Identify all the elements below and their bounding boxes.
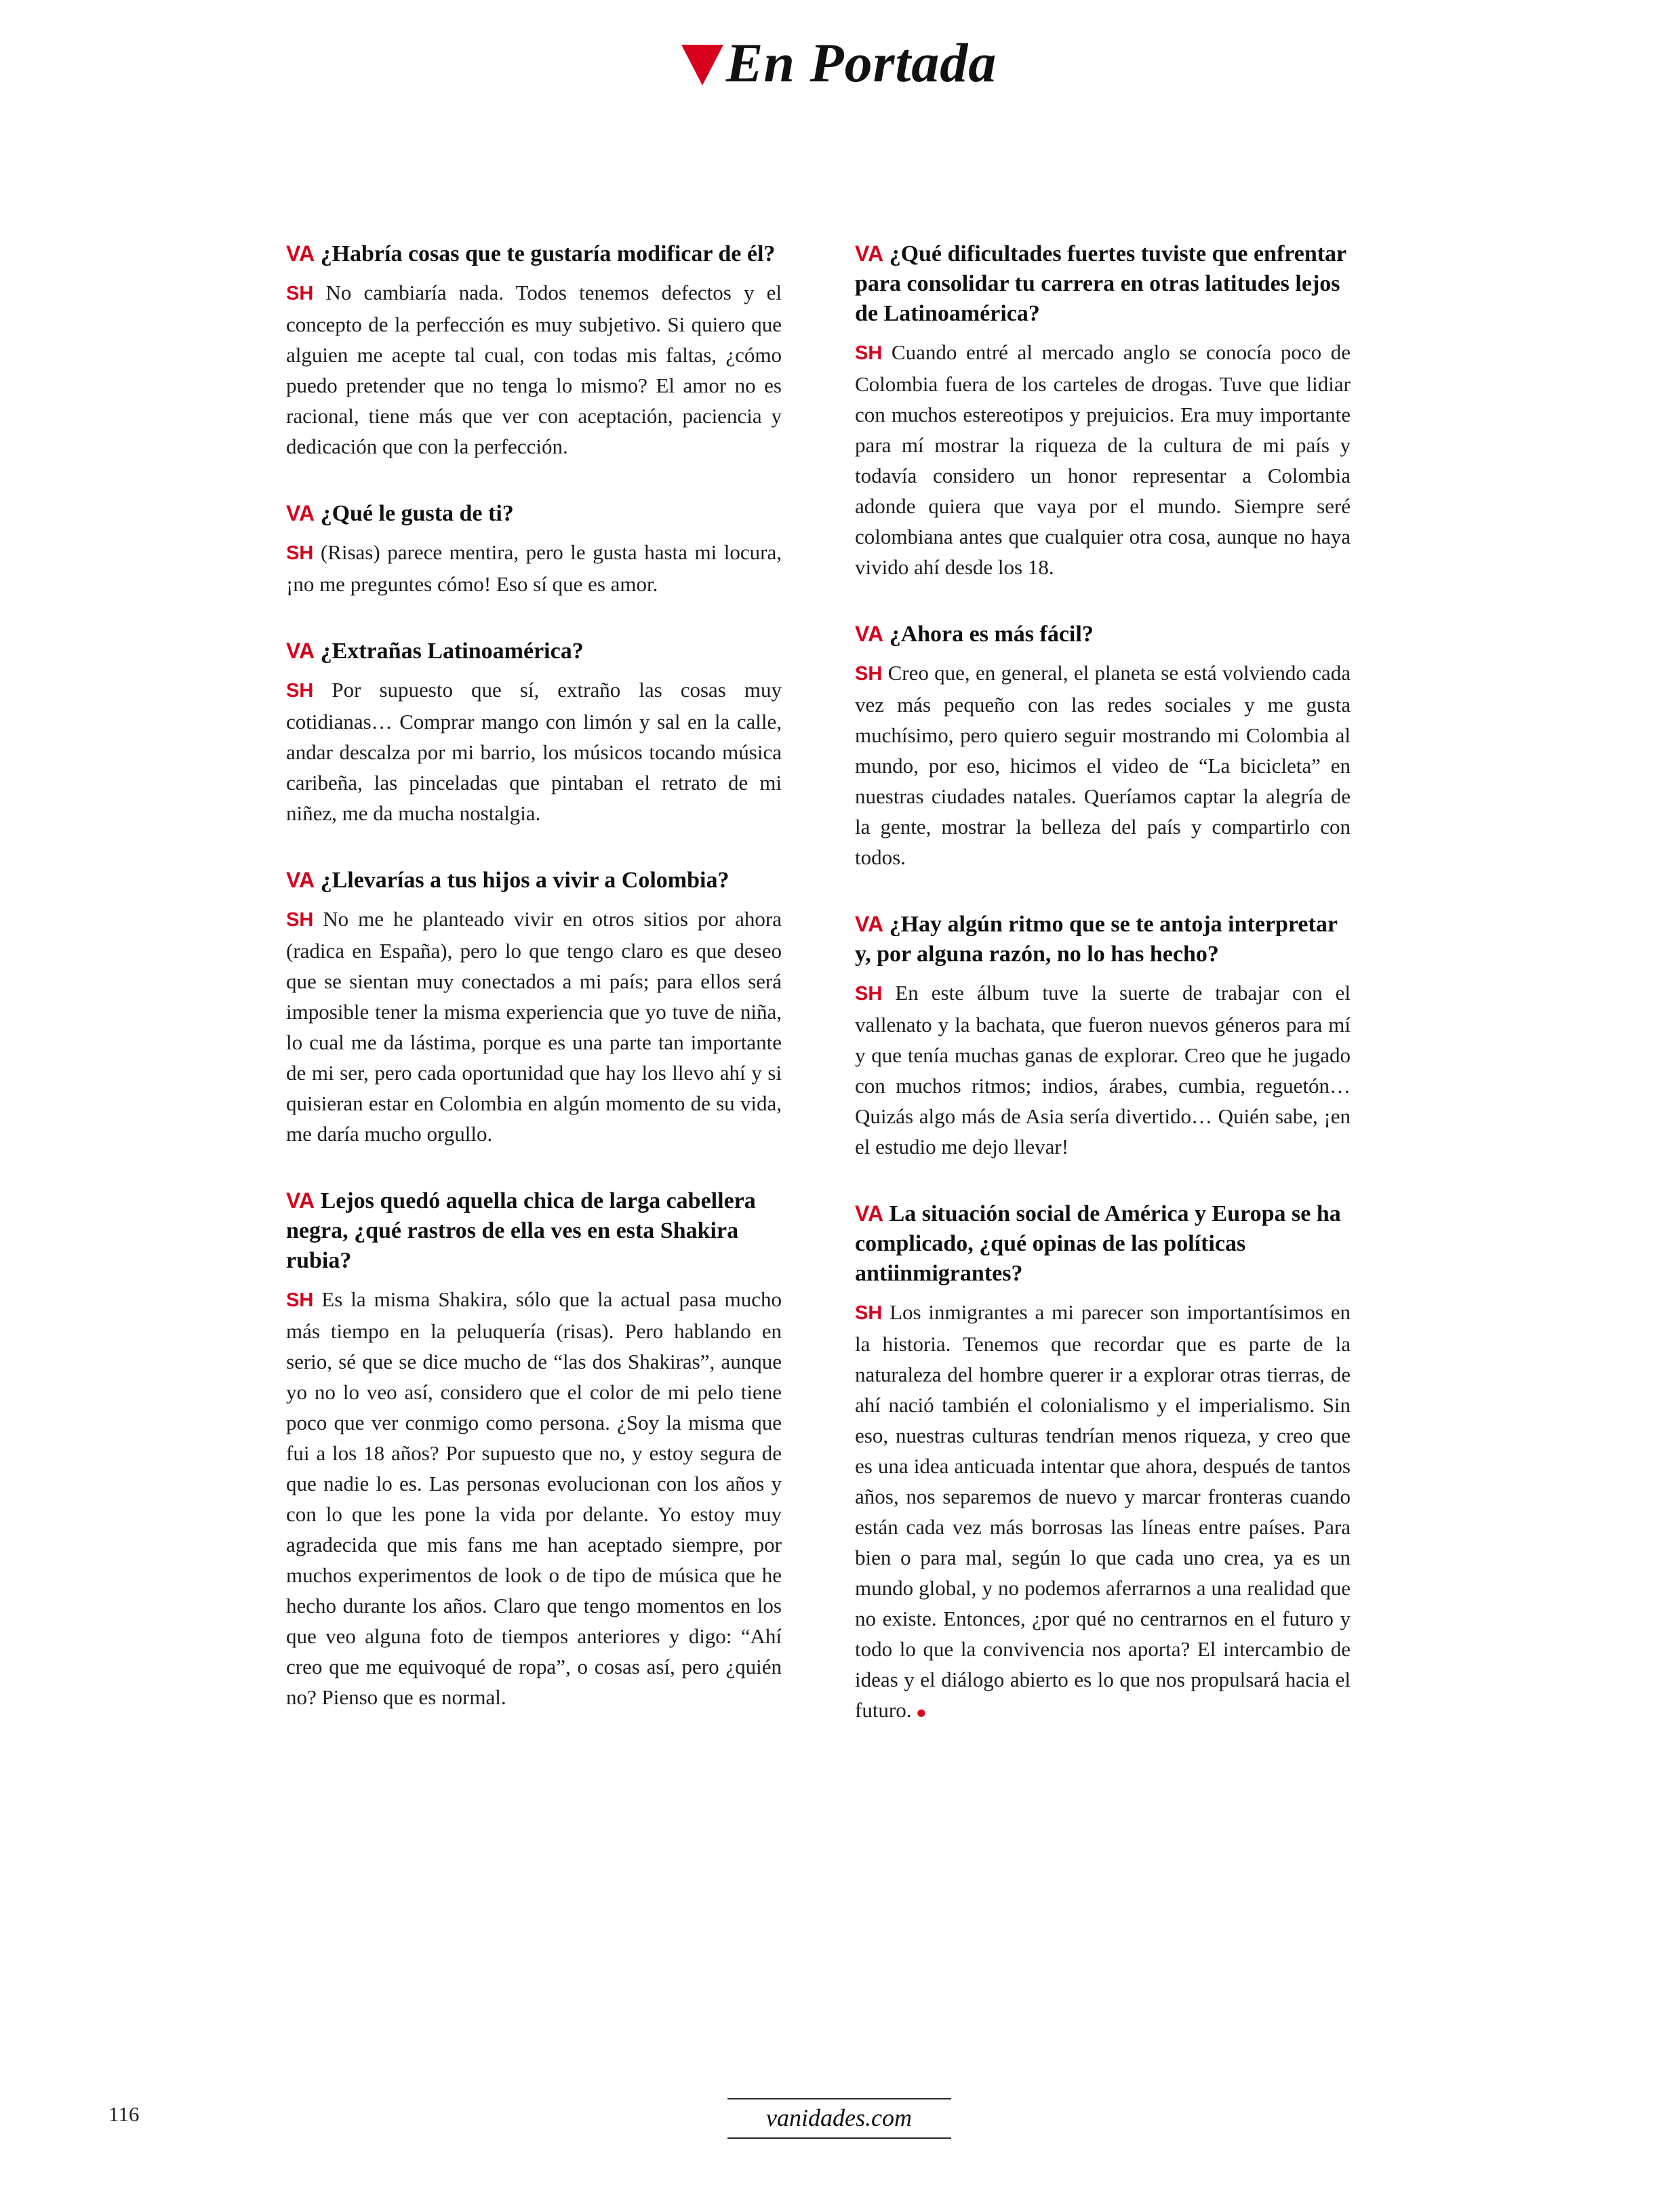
answer [855, 658, 1351, 872]
answer [286, 277, 782, 462]
question-text: ¿Qué dificultades fuertes tuviste que enfrentar para consolidar tu carrera en otras latitudes lejos de Latinoamérica? [855, 241, 1346, 326]
question-text: ¿Qué le gusta de ti? [320, 501, 514, 526]
sh-label: SH [286, 283, 314, 304]
question-text: Lejos quedó aquella chica de larga cabellera negra, ¿qué rastros de ella ves en esta Shakira rubia? [286, 1188, 756, 1273]
answer [286, 537, 782, 599]
triangle-logo-icon [681, 45, 723, 85]
page-number: 116 [108, 2102, 140, 2126]
question-text: La situación social de América y Europa se ha complicado, ¿qué opinas de las políticas antiinmigrantes? [855, 1201, 1341, 1286]
question [286, 239, 782, 269]
article-body [286, 239, 1351, 1764]
section-title: En Portada [725, 32, 997, 94]
question [855, 909, 1351, 969]
qa-block [286, 636, 782, 828]
question [855, 1199, 1351, 1289]
va-label: VA [286, 1188, 315, 1213]
va-label: VA [286, 501, 315, 525]
answer [286, 904, 782, 1149]
sh-label: SH [286, 909, 314, 931]
sh-label: SH [855, 342, 883, 364]
va-label: VA [855, 241, 884, 266]
end-bullet: ● [911, 1702, 927, 1723]
question-text: ¿Habría cosas que te gustaría modificar de él? [320, 241, 776, 266]
qa-block [286, 1186, 782, 1712]
answer [855, 978, 1351, 1162]
answer-text: No cambiaría nada. Todos tenemos defectos y el concepto de la perfección es muy subjetivo. Si quiero que alguien me acepte tal cual, con todas mis faltas, ¿cómo puedo pretender que no tenga lo mismo? El amor no es racional, tiene más que ver con aceptación, paciencia y dedicación que con la perfección. [286, 281, 782, 458]
answer [855, 1297, 1351, 1727]
answer-text: Cuando entré al mercado anglo se conocía poco de Colombia fuera de los carteles de drogas. Tuve que lidiar con muchos estereotipos y prejuicios. Era muy importante para mí mostrar la riqueza de la cultura de mi país y todavía considero un honor representar a Colombia adonde quiera que vaya por el mundo. Siempre seré colombiana antes que cualquier otra cosa, aunque no haya vivido ahí desde los 18. [855, 340, 1351, 579]
question [286, 636, 782, 666]
qa-block [855, 619, 1351, 872]
answer-text: No me he planteado vivir en otros sitios por ahora (radica en España), pero lo que tengo claro es que deseo que se sientan muy conectados a mi país; para ellos será imposible tener la misma experiencia que yo tuve de niña, lo cual me da lástima, porque es una parte tan importante de mi ser, pero cada oportunidad que hay los llevo ahí y si quisieran estar en Colombia en algún momento de su vida, me daría mucho orgullo. [286, 907, 782, 1146]
question [286, 865, 782, 896]
section-header [0, 0, 1678, 94]
answer [286, 1284, 782, 1712]
answer-text: Por supuesto que sí, extraño las cosas muy cotidianas… Comprar mango con limón y sal en la calle, andar descalza por mi barrio, los músicos tocando música caribeña, las pinceladas que pintaban el retrato de mi niñez, me da mucha nostalgia. [286, 678, 782, 825]
answer-text: Es la misma Shakira, sólo que la actual pasa mucho más tiempo en la peluquería (risas). Pero hablando en serio, sé que se dice mucho de “las dos Shakiras”, aunque yo no lo veo así, considero que el color de mi pelo tiene poco que ver conmigo como persona. ¿Soy la misma que fui a los 18 años? Por supuesto que no, y estoy segura de que nadie lo es. Las personas evolucionan con los años y con lo que les pone la vida por delante. Yo estoy muy agradecida que mis fans me han aceptado siempre, por muchos experimentos de look o de tipo de música que he hecho durante los años. Claro que tengo momentos en los que veo alguna foto de tiempos anteriores y digo: “Ahí creo que me equivoqué de ropa”, o cosas así, pero ¿quién no? Pienso que es normal. [286, 1287, 782, 1709]
question-text: ¿Llevarías a tus hijos a vivir a Colombia? [320, 868, 730, 893]
qa-block [286, 865, 782, 1149]
left-column [286, 239, 782, 1764]
qa-block [855, 1199, 1351, 1727]
va-label: VA [286, 241, 315, 266]
question [286, 498, 782, 529]
qa-block [286, 498, 782, 599]
answer [286, 675, 782, 828]
qa-block [855, 909, 1351, 1162]
right-column [855, 239, 1351, 1764]
question [286, 1186, 782, 1276]
question-text: ¿Ahora es más fácil? [889, 622, 1094, 647]
sh-label: SH [286, 680, 314, 702]
page-footer [0, 2078, 1678, 2139]
answer [855, 337, 1351, 582]
site-name: vanidades.com [727, 2098, 951, 2139]
question-text: ¿Hay algún ritmo que se te antoja interpretar y, por alguna razón, no lo has hecho? [855, 912, 1338, 967]
sh-label: SH [855, 983, 883, 1005]
va-label: VA [855, 622, 884, 646]
question [855, 239, 1351, 329]
answer-text: Los inmigrantes a mi parecer son importantísimos en la historia. Tenemos que recordar que es parte de la naturaleza del hombre querer ir a explorar otras tierras, de ahí nació también el colonialismo y el imperialismo. Sin eso, nuestras culturas tendrían menos riqueza, y creo que es una idea anticuada intentar que ahora, después de tantos años, nos separemos de nuevo y marcar fronteras cuando están cada vez más borrosas las líneas entre países. Para bien o para mal, según lo que cada uno crea, ya es un mundo global, y no podemos aferrarnos a una realidad que no existe. Entonces, ¿por qué no centrarnos en el futuro y todo lo que la convivencia nos aporta? El intercambio de ideas y el diálogo abierto es lo que nos propulsará hacia el futuro. [855, 1300, 1351, 1722]
va-label: VA [855, 1201, 884, 1226]
answer-text: En este álbum tuve la suerte de trabajar con el vallenato y la bachata, que fueron nuevos géneros para mí y que tenía muchas ganas de explorar. Creo que he jugado con muchos ritmos; indios, árabes, cumbia, reguetón… Quizás algo más de Asia sería divertido… Quién sabe, ¡en el estudio me dejo llevar! [855, 981, 1351, 1159]
question-text: ¿Extrañas Latinoamérica? [320, 639, 584, 664]
question [855, 619, 1351, 649]
qa-block [286, 239, 782, 462]
sh-label: SH [286, 542, 314, 564]
qa-block [855, 239, 1351, 582]
sh-label: SH [855, 663, 883, 685]
sh-label: SH [855, 1302, 883, 1324]
answer-text: (Risas) parece mentira, pero le gusta hasta mi locura, ¡no me preguntes cómo! Eso sí que es amor. [286, 540, 782, 596]
va-label: VA [286, 639, 315, 663]
va-label: VA [286, 868, 315, 892]
va-label: VA [855, 912, 884, 936]
answer-text: Creo que, en general, el planeta se está volviendo cada vez más pequeño con las redes sociales y me gusta muchísimo, pero quiero seguir mostrando mi Colombia al mundo, por eso, hicimos el video de “La bicicleta” en nuestras ciudades natales. Queríamos captar la alegría de la gente, mostrar la belleza del país y compartirlo con todos. [855, 661, 1351, 869]
sh-label: SH [286, 1289, 314, 1311]
